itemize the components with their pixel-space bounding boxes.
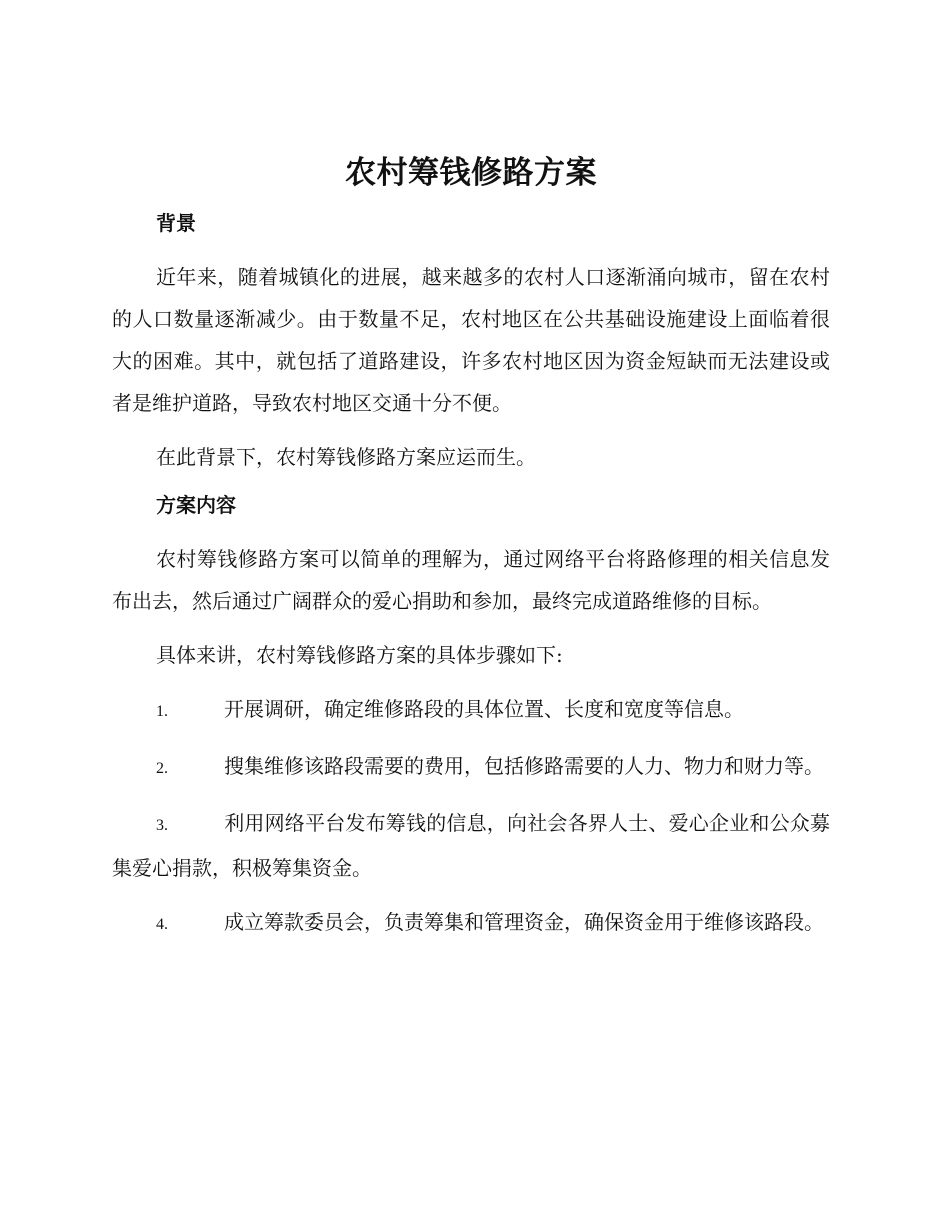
step-text: 搜集维修该路段需要的费用，包括修路需要的人力、物力和财力等。 <box>224 754 824 778</box>
step-number: 2. <box>156 760 168 777</box>
background-paragraph-2: 在此背景下，农村筹钱修路方案应运而生。 <box>156 445 536 469</box>
plan-paragraph-1: 农村筹钱修路方案可以简单的理解为，通过网络平台将路修理的相关信息发布出去，然后通过广阔群众的爱心捐助和参加，最终完成道路维修的目标。 <box>112 547 830 613</box>
step-number: 4. <box>156 916 168 933</box>
step-number: 3. <box>156 817 168 834</box>
background-paragraph-1: 近年来，随着城镇化的进展，越来越多的农村人口逐渐涌向城市，留在农村的人口数量逐渐减少。由于数量不足，农村地区在公共基础设施建设上面临着很大的困难。其中，就包括了道路建设，许多农村地区因为资金短缺而无法建设或者是维护道路，导致农村地区交通十分不便。 <box>112 265 830 415</box>
section-heading-background: 背景 <box>156 211 196 235</box>
document-page <box>112 150 830 958</box>
step-item <box>112 688 830 733</box>
document-title: 农村筹钱修路方案 <box>345 155 597 191</box>
step-text: 开展调研，确定维修路段的具体位置、长度和宽度等信息。 <box>224 697 744 721</box>
step-item <box>112 745 830 790</box>
step-item <box>112 802 830 889</box>
plan-paragraph-2: 具体来讲，农村筹钱修路方案的具体步骤如下: <box>156 643 563 667</box>
step-item <box>112 901 830 946</box>
step-text: 成立筹款委员会，负责筹集和管理资金，确保资金用于维修该路段。 <box>224 910 824 934</box>
step-number: 1. <box>156 703 168 720</box>
step-text: 利用网络平台发布筹钱的信息，向社会各界人士、爱心企业和公众募集爱心捐款，积极筹集资金。 <box>112 811 830 880</box>
section-heading-plan: 方案内容 <box>156 493 236 517</box>
